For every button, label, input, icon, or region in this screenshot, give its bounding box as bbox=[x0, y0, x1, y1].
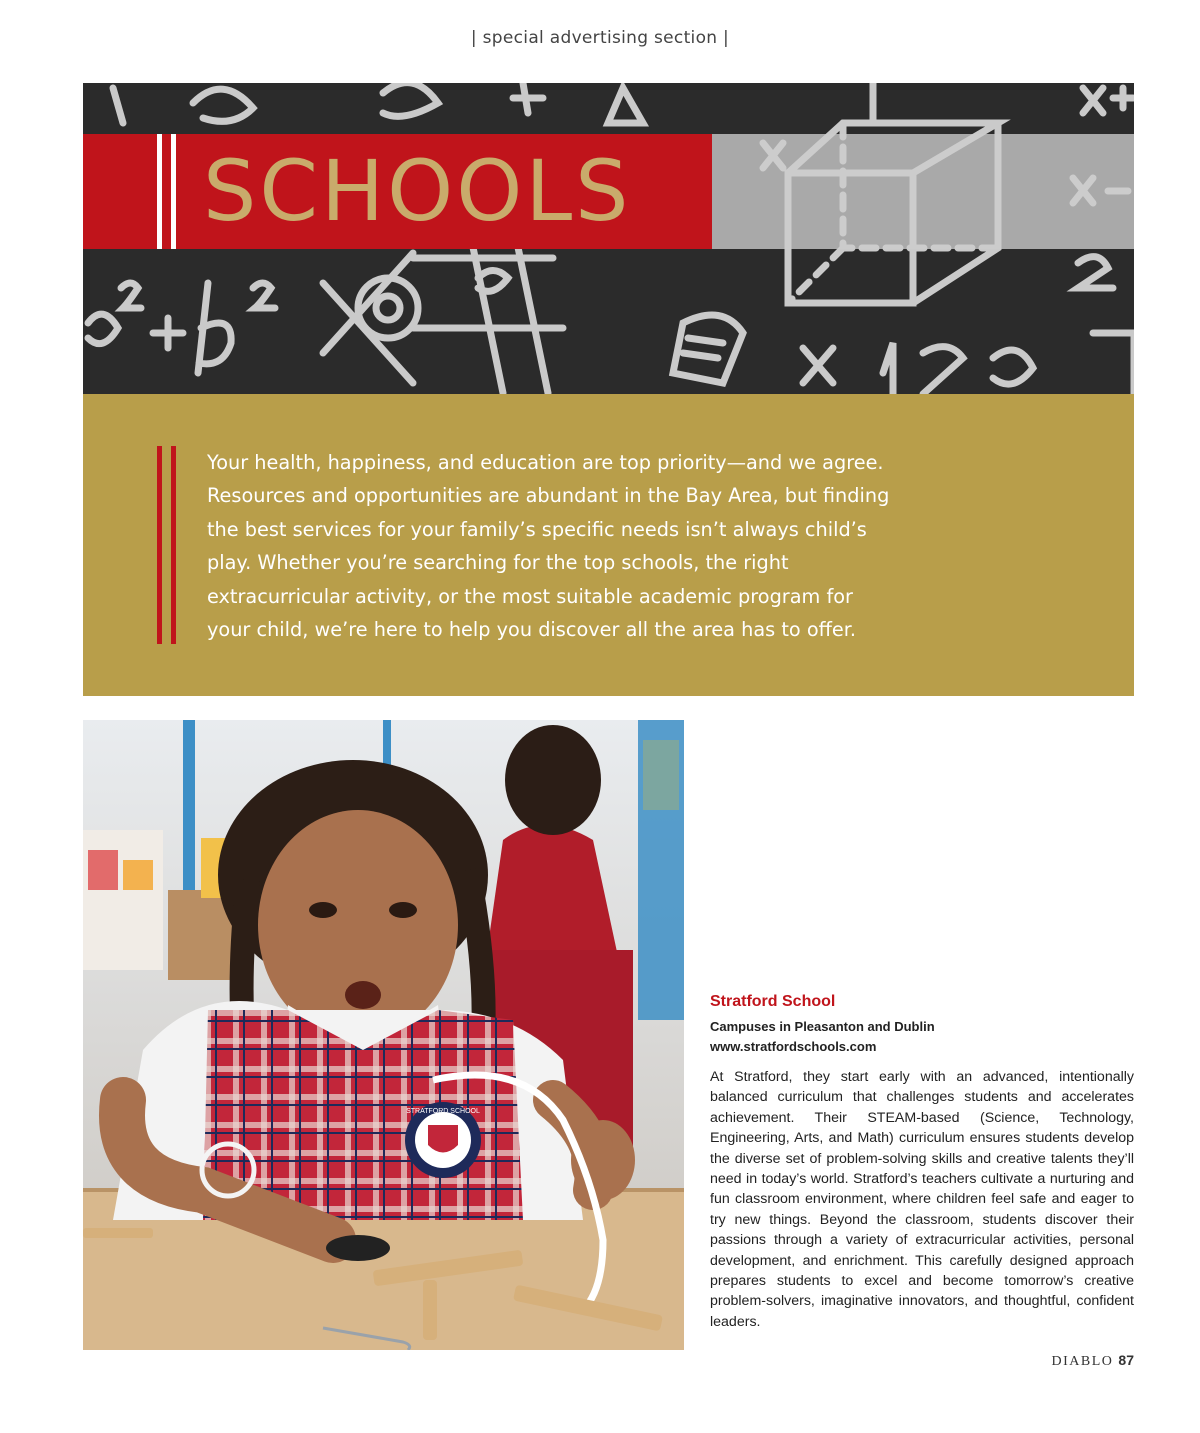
accent-bar bbox=[171, 134, 176, 249]
school-website-link[interactable]: www.stratfordschools.com bbox=[710, 1039, 877, 1054]
publication-name: DIABLO bbox=[1051, 1354, 1114, 1369]
school-listing bbox=[710, 993, 1134, 1332]
intro-text: Your health, happiness, and education are top priority—and we agree. Resources and opportunities are abundant in the Bay Area, but finding the best services for your family’s specific needs isn’t always child’s play. Whether you’re searching for the top schools, the right extracurricular activity, or the most suitable academic program for your child, we’re here to help you discover all the area has to offer. bbox=[207, 451, 890, 642]
title-block bbox=[83, 134, 712, 249]
section-label: | special advertising section | bbox=[470, 28, 730, 48]
school-description: At Stratford, they start early with an advanced, intentionally balanced curriculum that challenges students and accelerates achievement. Their STEAM-based (Science, Technology, Engineering, Arts, and Math) curriculum ensures students develop the diverse set of problem-solving skills and creative talents they’ll need in today’s world. Stratford’s teachers cultivate a nurturing and fun classroom environment, where children feel safe and eager to try new things. Beyond the classroom, students discover their passions through a variety of extracurricular activities, personal development, and enrichment. This carefully designed approach prepares students to excel and become tomorrow’s creative problem-solvers, imaginative innovators, and thoughtful, confident leaders. bbox=[710, 1069, 1134, 1330]
intro-panel bbox=[83, 394, 1134, 696]
chalkboard-banner bbox=[83, 83, 1134, 394]
badge-text: STRATFORD SCHOOL bbox=[406, 1108, 480, 1115]
page-number: 87 bbox=[1118, 1352, 1134, 1368]
accent-bar bbox=[171, 446, 176, 644]
accent-bar bbox=[157, 134, 162, 249]
title-strip-overlay bbox=[712, 134, 1134, 249]
girl-with-clothespins-image bbox=[83, 720, 684, 1350]
page-folio bbox=[1000, 1352, 1134, 1370]
school-campuses: Campuses in Pleasanton and Dublin bbox=[710, 1019, 935, 1034]
school-name: Stratford School bbox=[710, 993, 836, 1010]
classroom-photo bbox=[83, 720, 684, 1350]
accent-bar bbox=[157, 446, 162, 644]
page-title: SCHOOLS bbox=[203, 142, 632, 240]
